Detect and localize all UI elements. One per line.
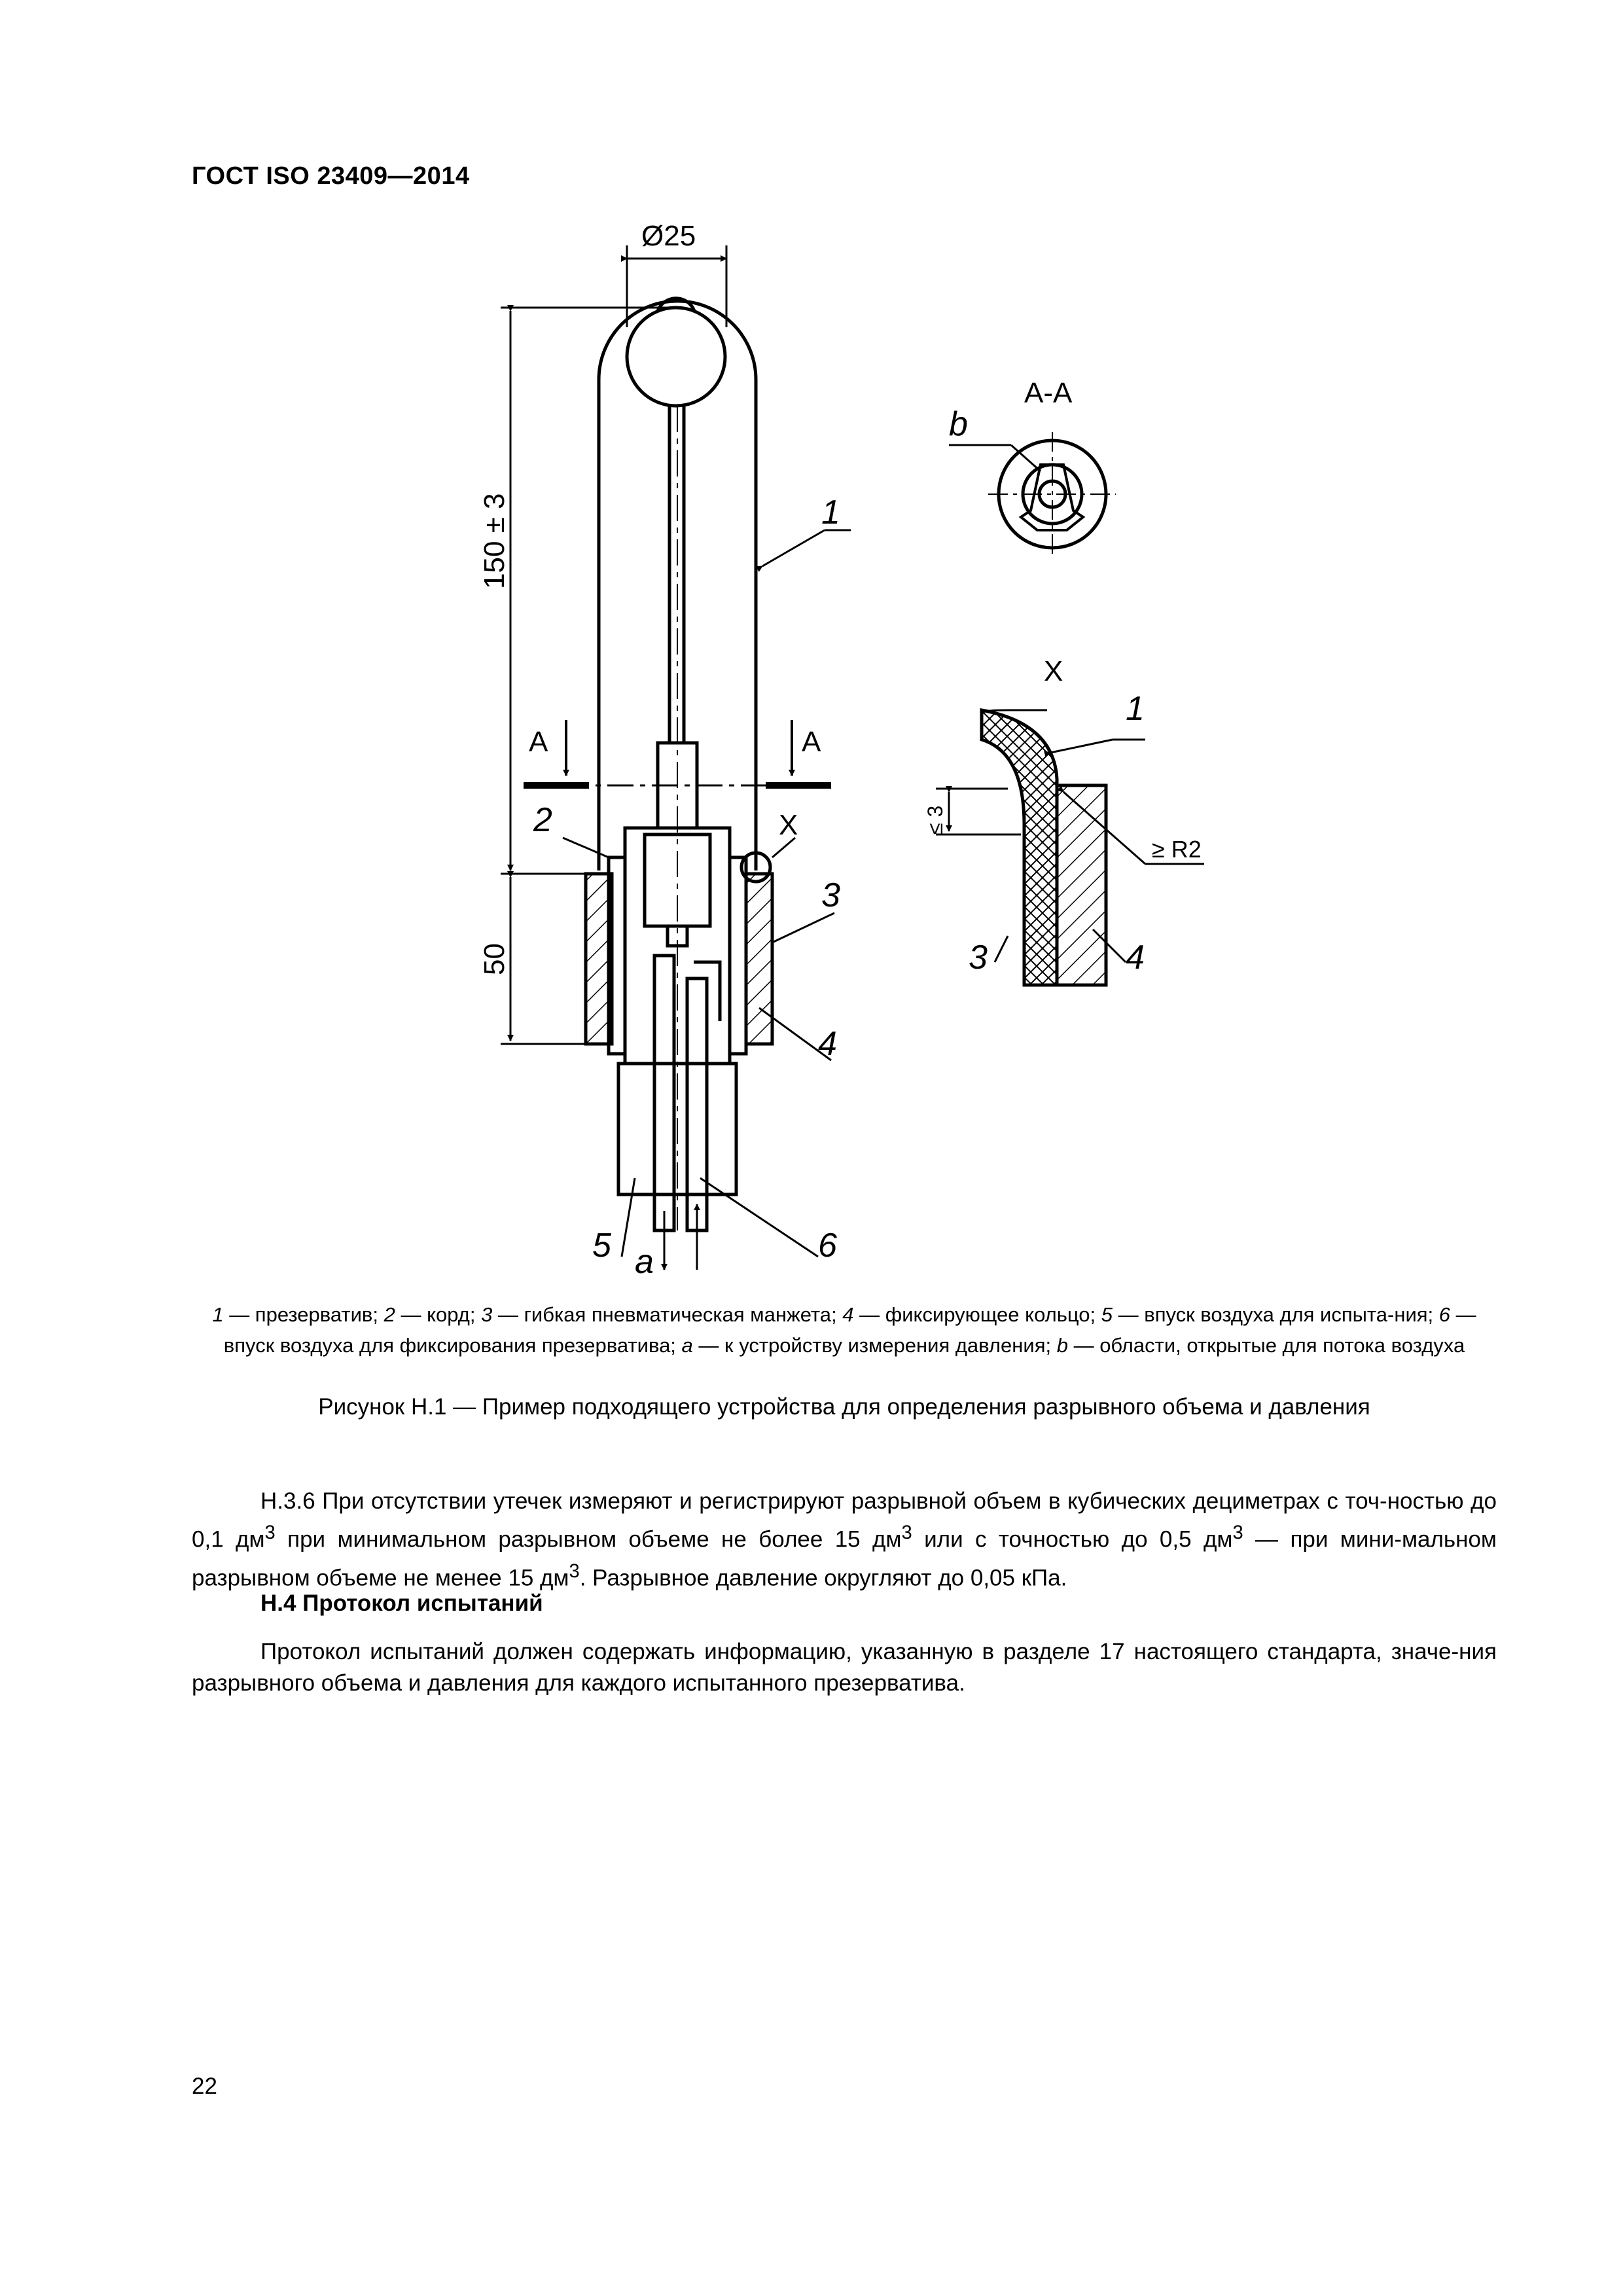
legend-text-4: — фиксирующее кольцо; <box>853 1303 1101 1326</box>
legend-num-3: 3 <box>481 1303 493 1326</box>
figure-caption: Рисунок Н.1 — Пример подходящего устройства для определения разрывного объема и давления <box>318 1394 1370 1420</box>
legend-num-1: 1 <box>212 1303 224 1326</box>
detail-marker: X <box>779 809 798 841</box>
legend-num-4: 4 <box>842 1303 854 1326</box>
h36-sup-4: 3 <box>569 1560 580 1582</box>
section-view <box>949 432 1116 556</box>
detail-callout-4: 4 <box>1126 939 1145 977</box>
detail-dim-small: ≤ 3 <box>923 805 947 834</box>
h36-part-1: Н.3.6 При отсутствии утечек измеряют и регистрируют разрывной объем в кубических дециметрах с точ-ностью до 0,1 дм <box>192 1488 1497 1552</box>
dim-length-label: 150 ± 3 <box>478 493 510 589</box>
legend-text-a: — к устройству измерения давления; <box>692 1334 1057 1357</box>
label-b: b <box>949 405 968 443</box>
callout-3: 3 <box>821 876 840 914</box>
section-mark-left: A <box>529 726 548 758</box>
h4-text: Протокол испытаний должен содержать информацию, указанную в разделе 17 настоящего стандарта, значе-ния разрывного объема и давления для каждого испытанного презерватива. <box>192 1639 1497 1696</box>
label-a: a <box>635 1243 654 1281</box>
legend-num-5: 5 <box>1101 1303 1113 1326</box>
main-view <box>501 245 851 1270</box>
h36-sup-2: 3 <box>901 1522 912 1543</box>
h36-part-3: или с точностью до 0,5 дм <box>912 1526 1233 1552</box>
detail-view-title: X <box>1044 655 1063 687</box>
callout-4: 4 <box>818 1025 837 1063</box>
page-number: 22 <box>192 2073 217 2099</box>
detail-callout-3: 3 <box>969 939 988 977</box>
legend-text-b: — области, открытые для потока воздуха <box>1067 1334 1465 1357</box>
section-mark-right: A <box>802 726 821 758</box>
callout-2: 2 <box>533 801 552 839</box>
legend-text-3: — гибкая пневматическая манжета; <box>492 1303 843 1326</box>
legend-text-1: — презерватив; <box>223 1303 384 1326</box>
legend-text-2: — корд; <box>395 1303 482 1326</box>
detail-callout-1: 1 <box>1126 690 1145 728</box>
legend-text-5: — впуск воздуха для испыта-ния; <box>1113 1303 1439 1326</box>
h36-sup-3: 3 <box>1232 1522 1243 1543</box>
paragraph-h36 <box>192 1486 1497 1594</box>
legend-num-b: b <box>1056 1334 1068 1357</box>
dim-diameter-label: Ø25 <box>641 220 696 252</box>
figure-legend <box>192 1299 1497 1361</box>
dim-base-label: 50 <box>478 943 510 975</box>
h36-part-2: при минимальном разрывном объеме не более 15 дм <box>275 1526 902 1552</box>
h36-part-4: — при мини-мальном разрывном объеме не менее 15 дм <box>192 1526 1497 1591</box>
section-title-h4: Н.4 Протокол испытаний <box>260 1590 543 1616</box>
callout-5: 5 <box>592 1227 611 1265</box>
h36-part-5: . Разрывное давление округляют до 0,05 кПа. <box>579 1565 1067 1591</box>
paragraph-h4 <box>192 1636 1497 1699</box>
legend-num-6: 6 <box>1438 1303 1451 1326</box>
detail-radius: ≥ R2 <box>1152 836 1202 863</box>
section-view-title: A-A <box>1024 377 1073 409</box>
document-header: ГОСТ ISO 23409—2014 <box>192 162 470 190</box>
callout-6: 6 <box>818 1227 837 1265</box>
legend-num-a: a <box>681 1334 693 1357</box>
h36-sup-1: 3 <box>264 1522 276 1543</box>
legend-text-6: — впуск воздуха для фиксирования презерватива; <box>223 1303 1476 1357</box>
callout-1: 1 <box>821 493 840 531</box>
legend-num-2: 2 <box>383 1303 395 1326</box>
